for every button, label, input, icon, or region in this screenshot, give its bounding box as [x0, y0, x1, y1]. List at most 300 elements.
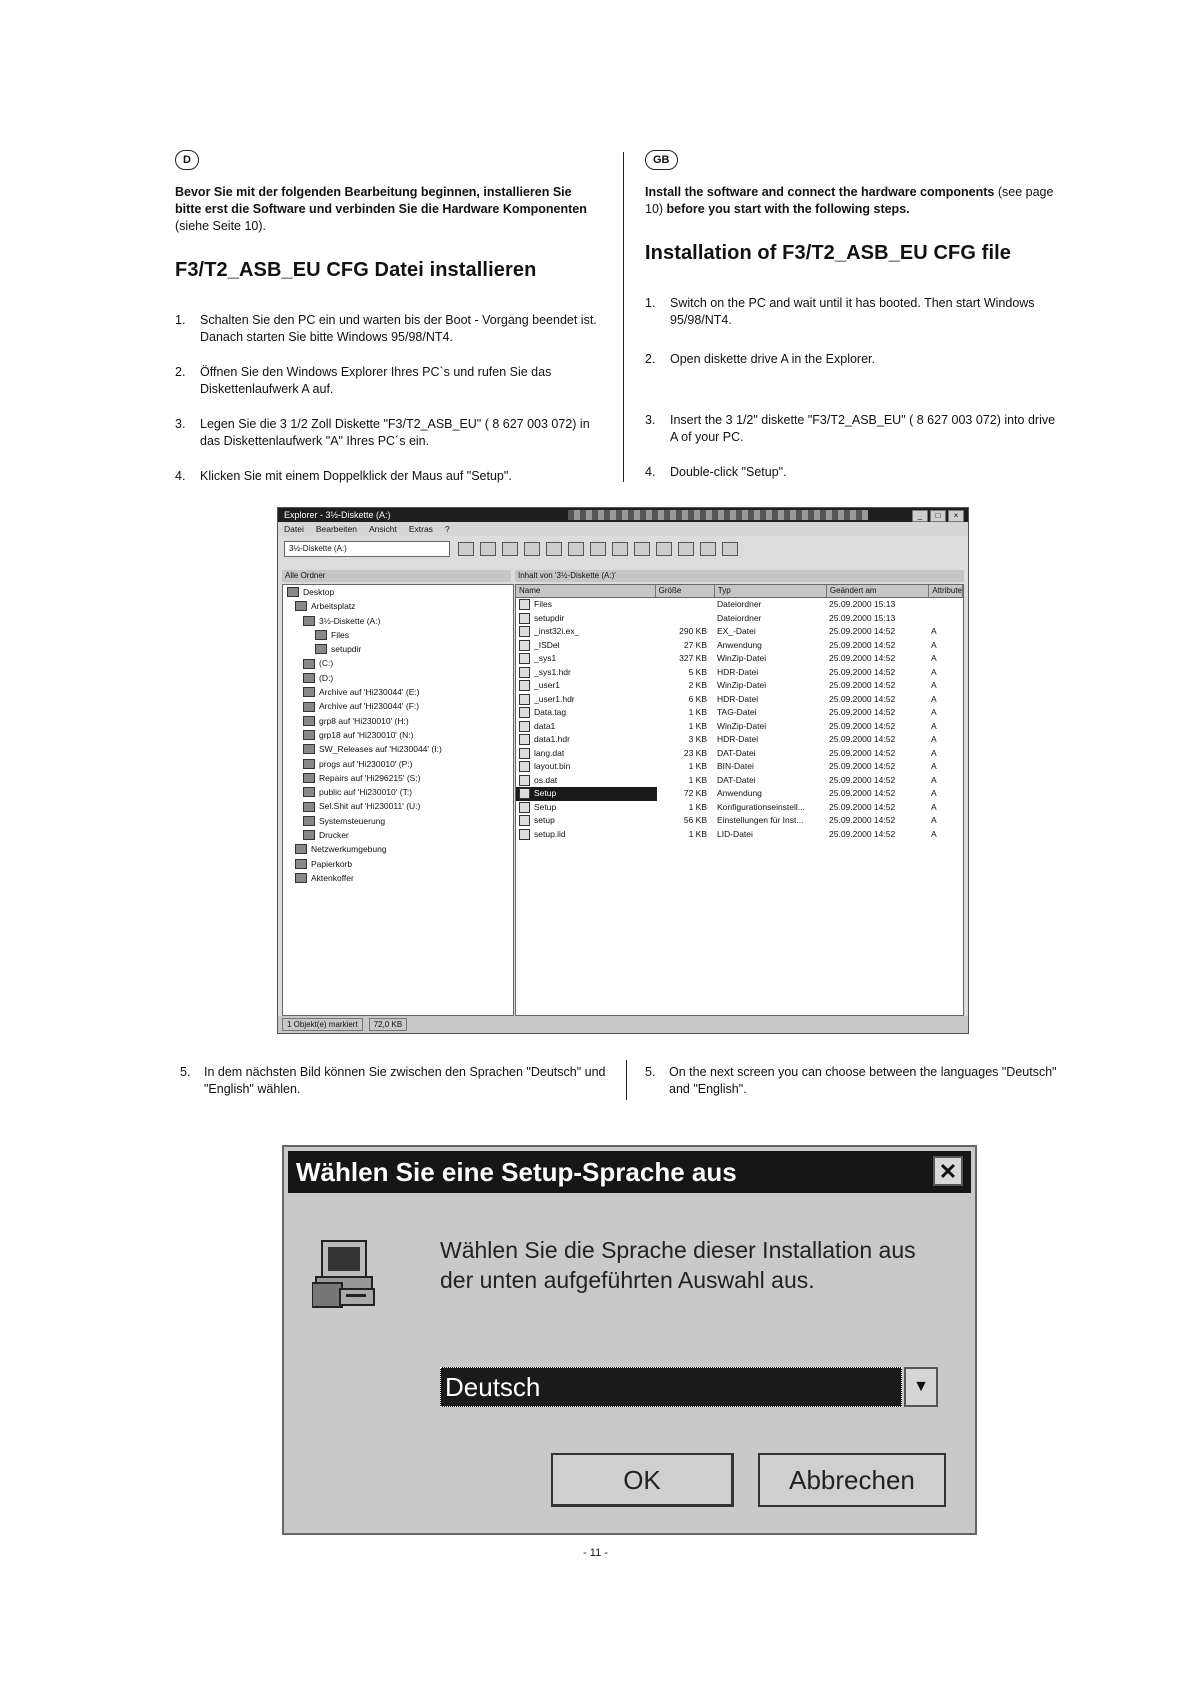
english-intro-bold-end: before you start with the following steps. — [666, 202, 910, 216]
file-date: 25.09.2000 15:13 — [829, 599, 896, 609]
file-name-cell — [516, 639, 657, 653]
file-type: Dateiordner — [717, 612, 762, 623]
file-name: lang.dat — [534, 747, 565, 758]
file-icon — [519, 829, 530, 840]
file-row[interactable] — [516, 679, 963, 693]
folder-icon — [303, 802, 315, 812]
contents-pane-header: Inhalt von '3½-Diskette (A:)' — [515, 570, 964, 582]
file-size: 27 KB — [683, 639, 707, 650]
tree-item-label: SW_Releases auf 'Hi230044' (I:) — [319, 744, 442, 755]
file-attributes — [929, 598, 961, 612]
tree-item[interactable] — [283, 656, 513, 670]
small-icons-view-icon[interactable] — [678, 542, 694, 556]
file-size: 1 KB — [688, 801, 707, 812]
explorer-window — [277, 507, 969, 1034]
german-step — [175, 416, 600, 450]
english-column — [645, 150, 1065, 481]
status-size: 72,0 KB — [369, 1018, 407, 1031]
map-drive-icon[interactable] — [480, 542, 496, 556]
file-type: DAT-Datei — [717, 774, 756, 785]
tree-item-label: public auf 'Hi230010' (T:) — [319, 787, 413, 798]
file-name: setup — [534, 815, 555, 825]
explorer-titlebar — [278, 508, 968, 522]
window-controls — [912, 510, 964, 522]
file-date: 25.09.2000 14:52 — [829, 774, 896, 785]
file-type: DAT-Datei — [717, 747, 756, 758]
folder-tree — [282, 584, 514, 1016]
file-date: 25.09.2000 14:52 — [829, 639, 896, 650]
file-row[interactable] — [516, 639, 963, 653]
tree-item[interactable] — [283, 585, 513, 599]
file-name: _inst32i.ex_ — [534, 626, 580, 636]
details-view-icon[interactable] — [722, 542, 738, 556]
page-number: - 11 - — [583, 1547, 608, 1559]
column-divider — [623, 152, 624, 482]
file-attributes: A — [931, 666, 937, 677]
file-attributes: A — [931, 815, 937, 825]
file-size: 23 KB — [683, 747, 707, 758]
english-step — [645, 351, 1065, 368]
file-attributes: A — [931, 801, 937, 812]
file-size — [657, 612, 713, 626]
german-column — [175, 150, 600, 503]
tree-item-label: Sel.Shit auf 'Hi230011' (U:) — [319, 801, 421, 812]
file-name: data1.hdr — [534, 734, 570, 744]
tree-item[interactable] — [283, 785, 513, 799]
tree-item[interactable] — [283, 728, 513, 742]
tree-item[interactable] — [283, 842, 513, 856]
step-number: 3. — [645, 413, 656, 427]
properties-icon[interactable] — [634, 542, 650, 556]
file-name: _sys1 — [534, 653, 557, 663]
file-name-cell — [516, 801, 657, 815]
file-date: 25.09.2000 14:52 — [829, 828, 896, 839]
tree-item-label: Netzwerkumgebung — [311, 844, 387, 855]
column-name[interactable]: Name — [516, 585, 656, 597]
folder-icon — [303, 716, 315, 726]
tree-item[interactable] — [283, 685, 513, 699]
folder-icon — [295, 601, 307, 611]
tree-item-label: (D:) — [319, 672, 334, 683]
file-row[interactable] — [516, 706, 963, 720]
file-name-cell — [516, 625, 657, 639]
maximize-icon[interactable]: □ — [930, 510, 946, 522]
file-name: setupdir — [534, 612, 565, 623]
tree-item[interactable] — [283, 599, 513, 613]
german-section-title: F3/T2_ASB_EU CFG Datei installieren — [175, 259, 537, 281]
disconnect-drive-icon[interactable] — [502, 542, 518, 556]
file-icon — [519, 788, 530, 799]
file-date: 25.09.2000 14:52 — [829, 788, 896, 798]
file-row[interactable] — [516, 652, 963, 666]
column-attributes[interactable]: Attribute — [929, 585, 963, 597]
german-steps — [175, 312, 600, 485]
file-date: 25.09.2000 14:52 — [829, 801, 896, 812]
folder-icon — [295, 859, 307, 869]
file-date: 25.09.2000 14:52 — [829, 707, 896, 717]
file-type: Konfigurationseinstell... — [717, 801, 805, 812]
english-section-title: Installation of F3/T2_ASB_EU CFG file — [645, 242, 1011, 264]
tree-item[interactable] — [283, 757, 513, 771]
folder-icon — [303, 759, 315, 769]
file-attributes: A — [931, 774, 937, 785]
step-number: 4. — [175, 469, 186, 483]
file-list — [515, 584, 964, 1016]
dialog-message: Wählen Sie die Sprache dieser Installation aus der unten aufgeführten Auswahl aus. — [440, 1237, 916, 1293]
file-icon — [519, 707, 530, 718]
tree-item[interactable] — [283, 714, 513, 728]
file-name: Setup — [534, 788, 557, 798]
file-icon — [519, 748, 530, 759]
tree-item[interactable] — [283, 799, 513, 813]
file-size: 327 KB — [679, 653, 707, 663]
column-type[interactable]: Typ — [715, 585, 827, 597]
file-name: layout.bin — [534, 761, 571, 771]
english-intro-bold: Install the software and connect the hardware components — [645, 185, 995, 199]
tree-item-label: Files — [331, 629, 349, 640]
file-size: 1 KB — [688, 774, 707, 785]
file-name-cell — [516, 720, 657, 734]
file-size: 1 KB — [688, 761, 707, 771]
english-step — [645, 295, 1065, 329]
file-date: 25.09.2000 14:52 — [829, 680, 896, 690]
file-type: HDR-Datei — [717, 693, 759, 704]
file-icon — [519, 626, 530, 637]
folder-icon — [303, 730, 315, 740]
up-folder-icon[interactable] — [458, 542, 474, 556]
file-size: 6 KB — [688, 693, 707, 704]
pane-headers — [278, 570, 968, 582]
paste-icon[interactable] — [568, 542, 584, 556]
file-row[interactable] — [516, 625, 963, 639]
file-row[interactable] — [516, 814, 963, 828]
explorer-toolbar — [458, 542, 738, 556]
file-name: data1 — [534, 720, 556, 731]
folder-icon — [295, 873, 307, 883]
file-attributes: A — [931, 680, 937, 690]
file-size: 2 KB — [688, 680, 707, 690]
file-icon — [519, 640, 530, 651]
file-attributes: A — [931, 761, 937, 771]
file-date: 25.09.2000 14:52 — [829, 734, 896, 744]
folder-icon — [303, 816, 315, 826]
file-name: Data.tag — [534, 707, 567, 717]
file-name-cell — [516, 814, 657, 828]
tree-item[interactable] — [283, 628, 513, 642]
file-icon — [519, 680, 530, 691]
step-text: Klicken Sie mit einem Doppelklick der Maus auf "Setup". — [200, 469, 512, 483]
file-icon — [519, 775, 530, 786]
file-name-cell — [516, 693, 657, 707]
column-date[interactable]: Geändert am — [827, 585, 929, 597]
column-size[interactable]: Größe — [656, 585, 715, 597]
file-name-cell — [516, 733, 657, 747]
file-name: _ISDel — [534, 639, 560, 650]
english-step-5 — [645, 1064, 1069, 1098]
tree-item-label: progs auf 'Hi230010' (P:) — [319, 758, 413, 769]
folder-icon — [303, 702, 315, 712]
language-select[interactable] — [440, 1367, 940, 1407]
file-type: HDR-Datei — [717, 666, 759, 677]
step-text: Öffnen Sie den Windows Explorer Ihres PC`s und rufen Sie das Diskettenlaufwerk A auf. — [200, 365, 552, 396]
step-number: 2. — [175, 365, 186, 379]
folders-pane-header: Alle Ordner — [282, 570, 511, 582]
menu-datei[interactable]: Datei — [284, 524, 304, 534]
file-name: os.dat — [534, 774, 558, 785]
file-icon — [519, 721, 530, 732]
file-name: _user1 — [534, 680, 560, 690]
tree-item[interactable] — [283, 771, 513, 785]
file-attributes: A — [931, 626, 937, 636]
file-row[interactable] — [516, 612, 963, 626]
language-select-value[interactable]: Deutsch — [440, 1367, 902, 1407]
file-icon — [519, 613, 530, 624]
explorer-menubar — [278, 522, 968, 536]
undo-icon[interactable] — [590, 542, 606, 556]
folder-icon — [303, 673, 315, 683]
ok-button[interactable]: OK — [551, 1453, 734, 1507]
file-name-cell — [516, 679, 657, 693]
file-date: 25.09.2000 14:52 — [829, 747, 896, 758]
file-attributes: A — [931, 639, 937, 650]
file-date: 25.09.2000 14:52 — [829, 666, 896, 677]
tree-item-label: Repairs auf 'Hi296215' (S:) — [319, 772, 421, 783]
file-icon — [519, 815, 530, 826]
explorer-statusbar — [278, 1016, 968, 1033]
file-type: WinZip-Datei — [717, 653, 767, 663]
file-date: 25.09.2000 14:52 — [829, 815, 896, 825]
file-attributes: A — [931, 693, 937, 704]
file-name-cell — [516, 666, 657, 680]
step-text: Open diskette drive A in the Explorer. — [670, 352, 875, 366]
minimize-icon[interactable]: _ — [912, 510, 928, 522]
file-type: Anwendung — [717, 639, 762, 650]
tree-item-label: 3½-Diskette (A:) — [319, 615, 381, 626]
tree-item-label: (C:) — [319, 658, 334, 669]
english-step — [645, 464, 1065, 481]
explorer-addressbar — [278, 536, 968, 562]
english-intro — [645, 184, 1065, 218]
language-badge-de: D — [175, 150, 199, 170]
file-icon — [519, 761, 530, 772]
tree-item-label: Papierkorb — [311, 858, 353, 869]
file-row[interactable] — [516, 787, 963, 801]
file-date: 25.09.2000 14:52 — [829, 761, 896, 771]
tree-item-label: Archive auf 'Hi230044' (F:) — [319, 701, 420, 712]
folder-icon — [303, 687, 315, 697]
tree-item-label: grp8 auf 'Hi230010' (H:) — [319, 715, 409, 726]
tree-item[interactable] — [283, 642, 513, 656]
file-type: EX_-Datei — [717, 626, 756, 636]
setup-language-dialog — [282, 1145, 977, 1535]
tree-item[interactable] — [283, 614, 513, 628]
tree-item-label: Aktenkoffer — [311, 872, 354, 883]
dialog-titlebar — [288, 1151, 971, 1193]
file-name: Files — [534, 599, 552, 609]
step-text: In dem nächsten Bild können Sie zwischen den Sprachen "Deutsch" und "English" wählen. — [204, 1065, 606, 1096]
german-step-5 — [180, 1064, 624, 1098]
file-attributes: A — [931, 720, 937, 731]
menu-ansicht[interactable]: Ansicht — [368, 524, 397, 534]
file-row[interactable] — [516, 733, 963, 747]
tree-item-label: grp18 auf 'Hi230010' (N:) — [319, 729, 414, 740]
file-name-cell — [516, 787, 657, 801]
file-row[interactable] — [516, 747, 963, 761]
file-type: WinZip-Datei — [717, 680, 767, 690]
german-intro-bold: Bevor Sie mit der folgenden Bearbeitung beginnen, installieren Sie bitte erst die Software und verbinden Sie die Hardware Komponenten — [175, 185, 587, 216]
tree-item-label: Archive auf 'Hi230044' (E:) — [319, 687, 420, 698]
tree-item[interactable] — [283, 699, 513, 713]
file-type: TAG-Datei — [717, 707, 757, 717]
english-step — [645, 412, 1065, 446]
step-number: 2. — [645, 352, 656, 366]
file-type: Anwendung — [717, 788, 762, 798]
file-icon — [519, 694, 530, 705]
file-type: Dateiordner — [717, 599, 762, 609]
file-name: _user1.hdr — [534, 693, 575, 704]
file-row[interactable] — [516, 693, 963, 707]
file-date: 25.09.2000 14:52 — [829, 720, 896, 731]
tree-item[interactable] — [283, 814, 513, 828]
folder-icon — [303, 830, 315, 840]
tree-item[interactable] — [283, 871, 513, 885]
german-step — [175, 468, 600, 485]
tree-item[interactable] — [283, 857, 513, 871]
file-row[interactable] — [516, 598, 963, 612]
file-icon — [519, 599, 530, 610]
file-attributes: A — [931, 747, 937, 758]
close-icon[interactable]: × — [948, 510, 964, 522]
file-type: HDR-Datei — [717, 734, 759, 744]
file-row[interactable] — [516, 666, 963, 680]
tree-item-label: Desktop — [303, 587, 335, 597]
folder-icon — [295, 844, 307, 854]
file-list-header — [516, 585, 963, 598]
file-row[interactable] — [516, 760, 963, 774]
file-size — [657, 598, 713, 612]
file-name-cell — [516, 706, 657, 720]
file-icon — [519, 653, 530, 664]
explorer-title: Explorer - 3½-Diskette (A:) — [284, 510, 391, 520]
file-name: Setup — [534, 801, 557, 812]
cut-icon[interactable] — [524, 542, 540, 556]
file-attributes: A — [931, 707, 937, 717]
file-size: 1 KB — [688, 720, 707, 731]
file-size: 290 KB — [679, 626, 707, 636]
folder-icon — [303, 659, 315, 669]
copy-icon[interactable] — [546, 542, 562, 556]
list-view-icon[interactable] — [700, 542, 716, 556]
file-icon — [519, 667, 530, 678]
step-number: 5. — [180, 1065, 191, 1079]
file-name-cell — [516, 652, 657, 666]
file-date: 25.09.2000 14:52 — [829, 653, 896, 663]
folder-icon — [303, 773, 315, 783]
english-steps — [645, 295, 1065, 481]
folder-icon — [303, 787, 315, 797]
file-type: Einstellungen für Inst... — [717, 815, 804, 825]
file-row[interactable] — [516, 801, 963, 815]
file-size: 56 KB — [683, 815, 707, 825]
step-text: Switch on the PC and wait until it has booted. Then start Windows 95/98/NT4. — [670, 296, 1035, 327]
file-name: _sys1.hdr — [534, 666, 571, 677]
file-name-cell — [516, 760, 657, 774]
tree-item-label: Systemsteuerung — [319, 815, 386, 826]
file-size: 1 KB — [688, 707, 707, 717]
folder-icon — [303, 616, 315, 626]
tree-item[interactable] — [283, 671, 513, 685]
menu-extras[interactable]: Extras — [408, 524, 433, 534]
file-size: 3 KB — [688, 734, 707, 744]
file-size: 1 KB — [688, 828, 707, 839]
folder-icon — [315, 630, 327, 640]
tree-item[interactable] — [283, 828, 513, 842]
step-number: 4. — [645, 465, 656, 479]
file-size: 5 KB — [688, 666, 707, 677]
step-text: Schalten Sie den PC ein und warten bis der Boot - Vorgang beendet ist. Danach starten Sie bitte Windows 95/98/NT4. — [200, 313, 597, 344]
column-divider — [626, 1060, 627, 1100]
english-intro-rest: (see page 10) — [645, 185, 1054, 216]
step-text: Legen Sie die 3 1/2 Zoll Diskette "F3/T2_ASB_EU" ( 8 627 003 072) in das Diskettenlaufwerk "A" Ihres PC´s ein. — [200, 417, 590, 448]
menu-help[interactable]: ? — [444, 524, 450, 534]
step-number: 1. — [645, 296, 656, 310]
folder-icon — [315, 644, 327, 654]
large-icons-view-icon[interactable] — [656, 542, 672, 556]
step-text: Insert the 3 1/2" diskette "F3/T2_ASB_EU" ( 8 627 003 072) into drive A of your PC. — [670, 413, 1056, 444]
close-icon[interactable]: ✕ — [933, 1156, 963, 1186]
language-badge-gb: GB — [645, 150, 678, 170]
step-number: 5. — [645, 1065, 656, 1079]
file-name-cell — [516, 774, 657, 788]
file-name-cell — [516, 598, 657, 612]
file-attributes: A — [931, 653, 937, 663]
step-text: Double-click "Setup". — [670, 465, 787, 479]
tree-item[interactable] — [283, 742, 513, 756]
file-attributes: A — [931, 788, 937, 798]
tree-item-label: Drucker — [319, 830, 349, 841]
chevron-down-icon[interactable]: ▼ — [904, 1367, 938, 1407]
folder-icon — [303, 744, 315, 754]
menu-bearbeiten[interactable]: Bearbeiten — [315, 524, 357, 534]
file-icon — [519, 802, 530, 813]
file-attributes — [929, 612, 961, 626]
delete-icon[interactable] — [612, 542, 628, 556]
german-step — [175, 312, 600, 346]
file-name: setup.lid — [534, 828, 566, 839]
address-field[interactable]: 3½-Diskette (A:) — [284, 541, 450, 557]
step-number: 3. — [175, 417, 186, 431]
folder-icon — [287, 587, 299, 597]
file-name-cell — [516, 747, 657, 761]
file-attributes: A — [931, 828, 937, 839]
file-row[interactable] — [516, 828, 963, 842]
file-row[interactable] — [516, 720, 963, 734]
german-intro — [175, 184, 600, 235]
german-step — [175, 364, 600, 398]
tree-item-label: setupdir — [331, 644, 362, 655]
computer-setup-icon — [312, 1239, 380, 1309]
file-date: 25.09.2000 15:13 — [829, 612, 896, 623]
cancel-button[interactable]: Abbrechen — [758, 1453, 946, 1507]
file-row[interactable] — [516, 774, 963, 788]
file-date: 25.09.2000 14:52 — [829, 626, 896, 636]
status-selection: 1 Objekt(e) markiert — [282, 1018, 363, 1031]
file-name-cell — [516, 612, 657, 626]
file-date: 25.09.2000 14:52 — [829, 693, 896, 704]
taskbar-icons — [568, 510, 868, 520]
file-rows — [516, 598, 963, 841]
file-attributes: A — [931, 734, 937, 744]
